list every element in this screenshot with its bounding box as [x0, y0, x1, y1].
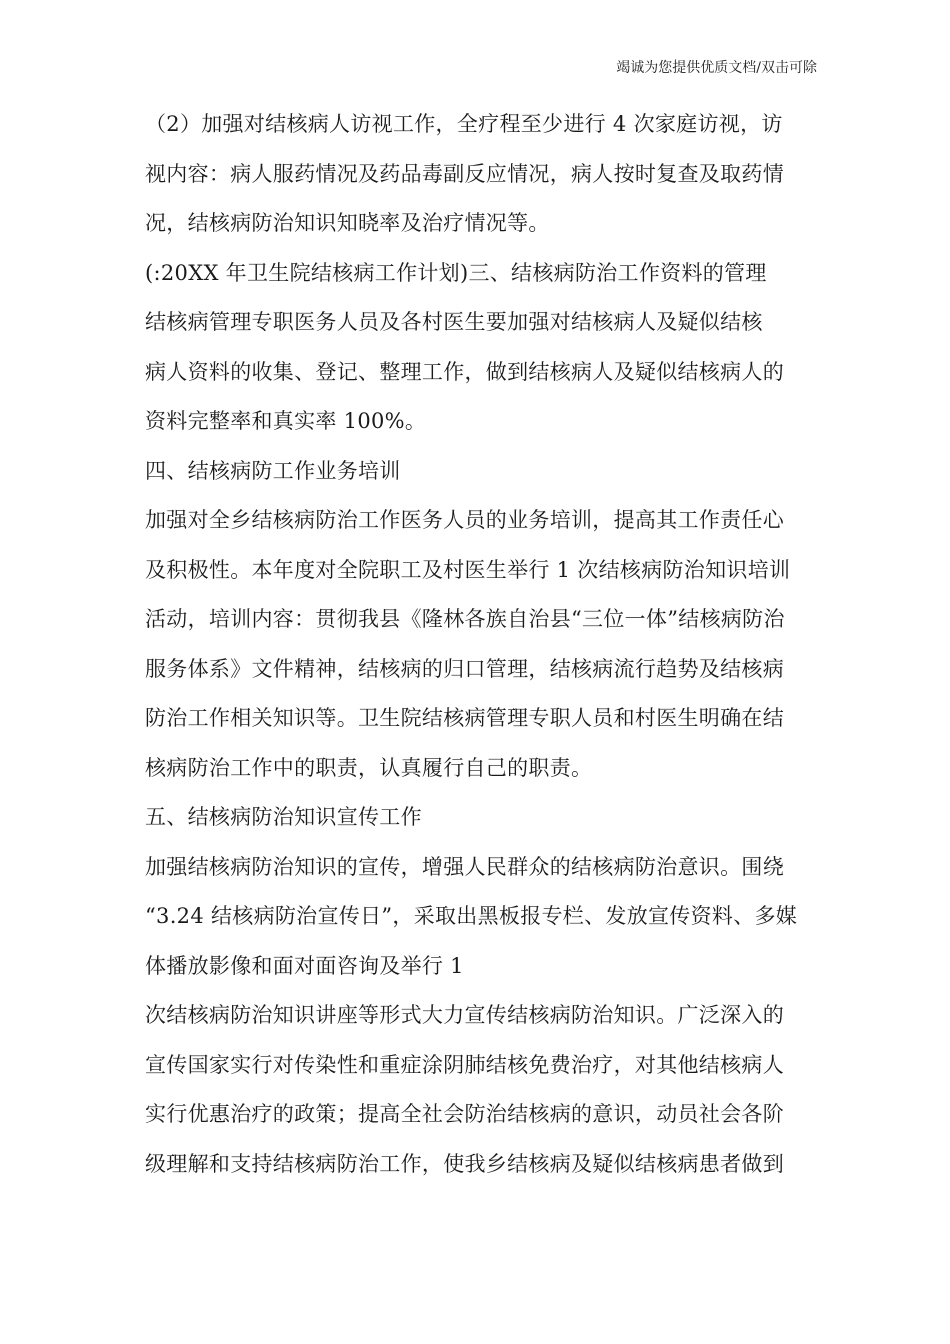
text-line: 病人资料的收集、登记、整理工作，做到结核病人及疑似结核病人的 [145, 359, 784, 384]
section-heading: 四、结核病防工作业务培训 [145, 458, 401, 483]
header-note: 竭诚为您提供优质文档/双击可除 [616, 60, 817, 76]
text-line: 次结核病防治知识讲座等形式大力宣传结核病防治知识。广泛深入的 [145, 1003, 784, 1027]
text-line: 防治工作相关知识等。卫生院结核病管理专职人员和村医生明确在结 [145, 706, 784, 730]
text-line: 加强对全乡结核病防治工作医务人员的业务培训，提高其工作责任心 [145, 508, 784, 532]
text-line: 核病防治工作中的职责，认真履行自己的职责。 [145, 755, 593, 780]
text-line: “3.24 结核病防治宣传日”，采取出黑板报专栏、发放宣传资料、多媒 [145, 904, 798, 928]
text-line: 结核病管理专职医务人员及各村医生要加强对结核病人及疑似结核 [145, 310, 763, 334]
text-line: 况，结核病防治知识知晓率及治疗情况等。 [145, 211, 550, 235]
text-line: 宣传国家实行对传染性和重症涂阴肺结核免费治疗，对其他结核病人 [145, 1052, 784, 1077]
text-line: 活动，培训内容：贯彻我县《隆林各族自治县“三位一体”结核病防治 [145, 607, 785, 631]
text-line: 及积极性。本年度对全院职工及村医生举行 1 次结核病防治知识培训 [145, 557, 791, 582]
text-line: 服务体系》文件精神，结核病的归口管理，结核病流行趋势及结核病 [145, 656, 784, 681]
text-line: 视内容：病人服药情况及药品毒副反应情况，病人按时复查及取药情 [145, 161, 784, 186]
text-line: 级理解和支持结核病防治工作，使我乡结核病及疑似结核病患者做到 [145, 1151, 784, 1176]
text-line: 加强结核病防治知识的宣传，增强人民群众的结核病防治意识。围绕 [145, 854, 784, 879]
section-heading: 五、结核病防治知识宣传工作 [145, 805, 422, 829]
text-line: （2）加强对结核病人访视工作，全疗程至少进行 4 次家庭访视，访 [145, 112, 783, 136]
section-heading: (:20XX 年卫生院结核病工作计划)三、结核病防治工作资料的管理 [145, 260, 767, 285]
document-body [145, 100, 825, 1189]
text-line: 资料完整率和真实率 100%。 [145, 409, 427, 433]
text-line: 实行优惠治疗的政策；提高全社会防治结核病的意识，动员社会各阶 [145, 1102, 784, 1126]
text-line: 体播放影像和面对面咨询及举行 1 [145, 953, 464, 978]
